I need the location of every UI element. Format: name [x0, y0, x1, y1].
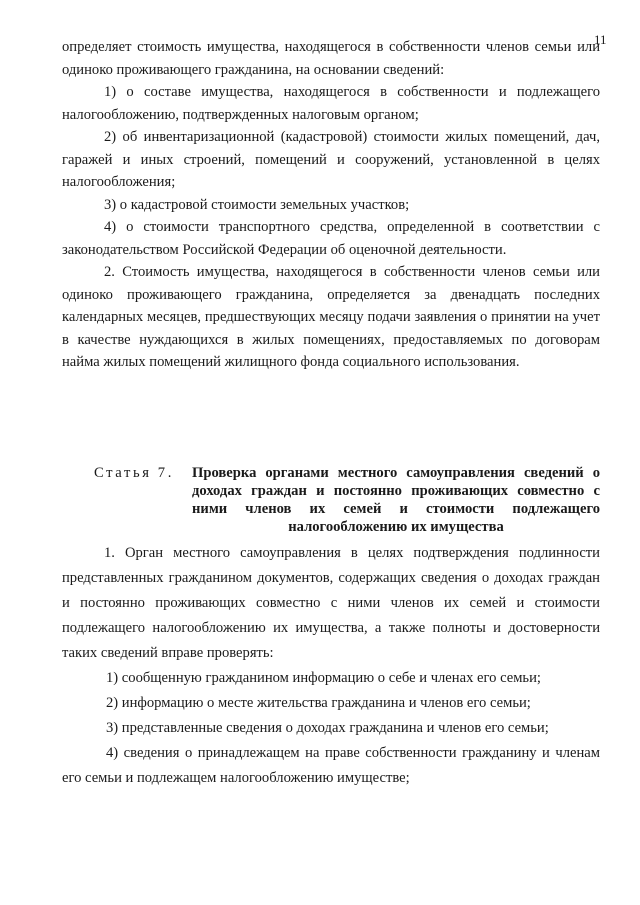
- list-item-1: 1) о составе имущества, находящегося в собственности и подлежащего налогообложению, подтвержденных налоговым органом;: [62, 84, 600, 123]
- list-item-1: 1) сообщенную гражданином информацию о себе и членах его семьи;: [106, 670, 541, 686]
- paragraph-article-7-1: 1. Орган местного самоуправления в целях подтверждения подлинности представленных гражданином документов, содержащих сведения о доходах граждан и постоянно проживающих совместно с ними членов их семей и стоимости подлежащего налогообложению их имущества, а также полноты и достоверности таких сведений вправе проверять:: [62, 545, 600, 661]
- list-item-3: 3) о кадастровой стоимости земельных участков;: [104, 196, 410, 213]
- list-item-4: 4) о стоимости транспортного средства, определенной в соответствии с законодательством Российской Федерации об оценочной деятельности.: [62, 219, 600, 258]
- paragraph-continuation: определяет стоимость имущества, находящегося в собственности членов семьи или одиноко проживающего гражданина, на основании сведений:: [62, 39, 600, 78]
- article-7-list: [62, 666, 600, 791]
- article-label: Статья 7.: [94, 465, 174, 481]
- list-item-2: 2) информацию о месте жительства гражданина и членов его семьи;: [106, 695, 531, 711]
- article-heading: [94, 464, 600, 536]
- section-1-text: [62, 36, 600, 374]
- list-item-3: 3) представленные сведения о доходах гражданина и членов его семьи;: [106, 720, 549, 736]
- paragraph-2: 2. Стоимость имущества, находящегося в собственности членов семьи или одиноко проживающего гражданина, определяется за двенадцать последних календарных месяцев, предшествующих месяцу подачи заявления о принятии на учет в качестве нуждающихся в жилых помещениях, предоставляемых по договорам найма жилых помещений жилищного фонда социального использования.: [62, 264, 600, 370]
- section-2-text: [62, 541, 600, 791]
- page-number: 11: [594, 32, 607, 47]
- list-item-4: 4) сведения о принадлежащем на праве собственности гражданину и членам его семьи и подлежащем налогообложению имуществе;: [62, 745, 600, 786]
- article-title: Проверка органами местного самоуправления сведений о доходах граждан и постоянно проживающих совместно с ними членов их семей и стоимости подлежащего налогообложению их имущества: [192, 465, 600, 535]
- list-item-2: 2) об инвентаризационной (кадастровой) стоимости жилых помещений, дач, гаражей и иных строений, помещений и сооружений, установленной в целях налогообложения;: [62, 129, 600, 190]
